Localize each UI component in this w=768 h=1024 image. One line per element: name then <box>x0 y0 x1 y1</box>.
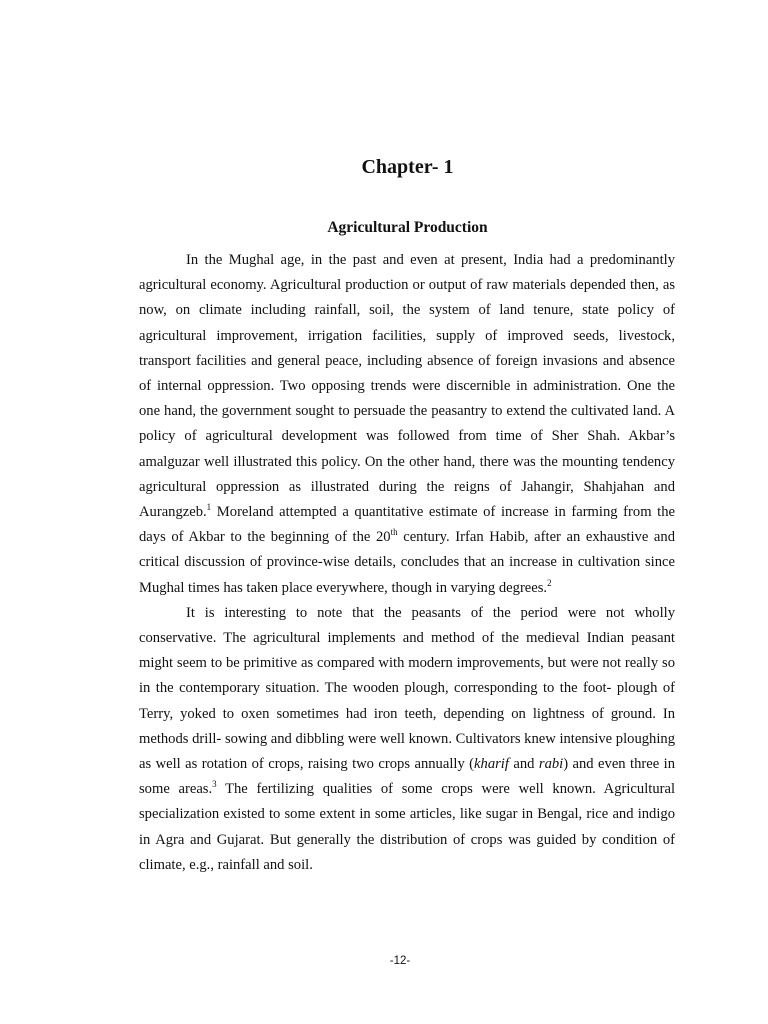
paragraph-text: century. Irfan Habib, after an exhaustive and critical discussion of province-wise details, concludes that an increase in cultivation since Mughal times has taken place everywhere, though in varying degrees. <box>139 529 675 596</box>
section-title: Agricultural Production <box>327 219 488 236</box>
italic-term: rabi <box>538 756 564 773</box>
paragraph-text: It is interesting to note that the peasants of the period were not wholly conservative. The agricultural implements and method of the medieval Indian peasant might seem to be primitive as compared with modern improvements, but were not really so in the contemporary situation. The wooden plough, corresponding to the foot- plough of Terry, yoked to oxen sometimes had iron teeth, depending on lightness of ground. In methods drill- sowing and dibbling were well known. Cultivators knew intensive ploughing as well as rotation of crops, raising two crops annually ( <box>139 604 675 773</box>
paragraph-text: The fertilizing qualities of some crops were well known. Agricultural specialization existed to some extent in some articles, like sugar in Bengal, rice and indigo in Agra and Gujarat. But generally the distribution of crops was guided by condition of climate, e.g., rainfall and soil. <box>139 781 676 873</box>
chapter-title: Chapter- 1 <box>361 156 454 178</box>
paragraph-text: In the Mughal age, in the past and even at present, India had a predominantly agricultural economy. Agricultural production or output of raw materials depended then, as now, on climate including rainfall, soil, the system of land tenure, state policy of agricultural improvement, irrigation facilities, supply of improved seeds, livestock, transport facilities and general peace, including absence of foreign invasions and absence of internal oppression. Two opposing trends were discernible in administration. One the one hand, the government sought to persuade the peasantry to extend the cultivated land. A policy of agricultural development was followed from time of Sher Shah. Akbar’s amalguzar well illustrated this policy. On the other hand, there was the mounting tendency agricultural oppression as illustrated during the reigns of Jahangir, Shahjahan and Aurangzeb. <box>139 252 675 521</box>
body-paragraph <box>139 248 675 601</box>
italic-term: kharif <box>474 756 509 773</box>
body-paragraph <box>139 601 675 878</box>
footnote-marker: 3 <box>212 779 217 790</box>
body-text <box>139 248 675 878</box>
ordinal-suffix: th <box>390 527 398 538</box>
paragraph-text: Moreland attempted a quantitative estimate of increase in farming from the days of Akbar to the beginning of the 20 <box>139 504 675 546</box>
paragraph-text: ) and even three in some areas. <box>139 756 676 798</box>
page-number: -12- <box>389 955 411 967</box>
paragraph-text: and <box>508 756 539 773</box>
footnote-marker: 1 <box>206 502 212 513</box>
footnote-marker: 2 <box>547 577 552 588</box>
